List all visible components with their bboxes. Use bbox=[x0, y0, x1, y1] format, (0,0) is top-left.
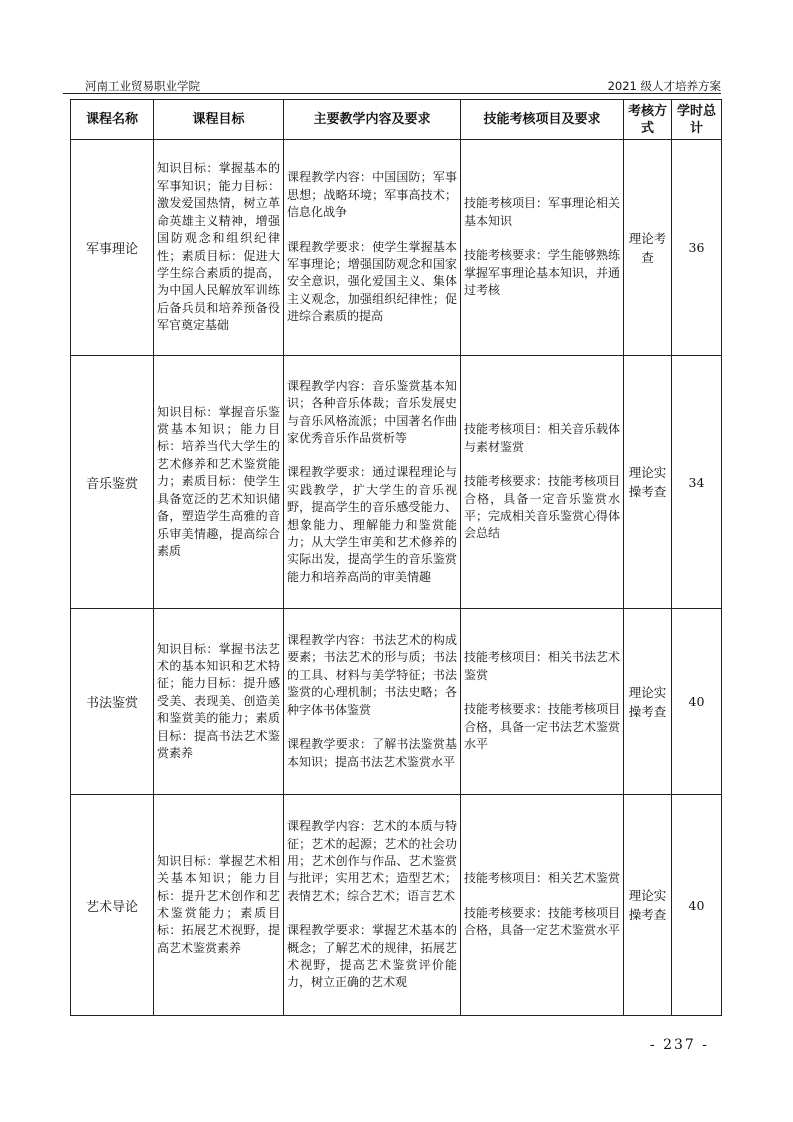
teaching-content bbox=[284, 140, 461, 356]
skill-item: 技能考核项目：军事理论相关基本知识 bbox=[464, 196, 621, 228]
content-requirement: 课程教学要求：掌握艺术基本的概念；了解艺术的规律，拓展艺术视野，提高艺术鉴赏评价能力，树立正确的艺术观 bbox=[287, 923, 457, 990]
header-skill-assessment: 技能考核项目及要求 bbox=[461, 100, 624, 140]
assessment-method: 理论实操考查 bbox=[624, 609, 672, 795]
course-goal: 知识目标：掌握基本的军事知识；能力目标：激发爱国热情，树立革命英雄主义精神，增强国防观念和组织纪律性；素质目标：促进大学生综合素质的提高，为中国人民解放军训练后备兵员和培养预备役军官奠定基础 bbox=[154, 140, 284, 356]
table-header-row bbox=[71, 100, 722, 140]
course-table bbox=[70, 99, 722, 1016]
assessment-method: 理论实操考查 bbox=[624, 356, 672, 609]
course-name: 音乐鉴赏 bbox=[71, 356, 154, 609]
teaching-content bbox=[284, 795, 461, 1016]
teaching-content bbox=[284, 356, 461, 609]
assessment-method: 理论实操考查 bbox=[624, 795, 672, 1016]
total-hours: 40 bbox=[672, 795, 722, 1016]
table-row bbox=[71, 140, 722, 356]
course-goal: 知识目标：掌握音乐鉴赏基本知识；能力目标：培养当代大学生的艺术修养和艺术鉴赏能力；素质目标：使学生具备宽泛的艺术知识储备，塑造学生高雅的音乐审美情趣，提高综合素质 bbox=[154, 356, 284, 609]
course-goal: 知识目标：掌握书法艺术的基本知识和艺术特征；能力目标：提升感受美、表现美、创造美和鉴赏美的能力；素质目标：提高书法艺术鉴赏素养 bbox=[154, 609, 284, 795]
header-course-goal: 课程目标 bbox=[154, 100, 284, 140]
table-row bbox=[71, 609, 722, 795]
school-name: 河南工业贸易职业学院 bbox=[85, 79, 200, 93]
header-divider bbox=[63, 93, 721, 94]
skill-assessment bbox=[461, 795, 624, 1016]
content-intro: 课程教学内容：中国国防；军事思想；战略环境；军事高技术；信息化战争 bbox=[287, 170, 457, 220]
table-row bbox=[71, 356, 722, 609]
content-requirement: 课程教学要求：使学生掌握基本军事理论；增强国防观念和国家安全意识，强化爱国主义、集体主义观念，加强组织纪律性；促进综合素质的提高 bbox=[287, 239, 457, 324]
skill-requirement: 技能考核要求：技能考核项目合格，具备一定音乐鉴赏水平；完成相关音乐鉴赏心得体会总结 bbox=[464, 474, 621, 541]
content-intro: 课程教学内容：书法艺术的构成要素；书法艺术的形与质；书法的工具、材料与美学特征；书法鉴赏的心理机制；书法史略；各种字体书体鉴赏 bbox=[287, 633, 457, 717]
skill-item: 技能考核项目：相关书法艺术鉴赏 bbox=[464, 650, 621, 682]
course-name: 书法鉴赏 bbox=[71, 609, 154, 795]
content-intro: 课程教学内容：音乐鉴赏基本知识；各种音乐体裁；音乐发展史与音乐风格流派；中国著名作曲家优秀音乐作品赏析等 bbox=[287, 378, 457, 445]
table-row bbox=[71, 795, 722, 1016]
course-goal: 知识目标：掌握艺术相关基本知识；能力目标：提升艺术创作和艺术鉴赏能力；素质目标：拓展艺术视野，提高艺术鉴赏素养 bbox=[154, 795, 284, 1016]
content-requirement: 课程教学要求：了解书法鉴赏基本知识；提高书法艺术鉴赏水平 bbox=[287, 737, 457, 769]
header-teaching-content: 主要教学内容及要求 bbox=[284, 100, 461, 140]
skill-requirement: 技能考核要求：学生能够熟练掌握军事理论基本知识，并通过考核 bbox=[464, 248, 621, 298]
total-hours: 36 bbox=[672, 140, 722, 356]
skill-requirement: 技能考核要求：技能考核项目合格，具备一定书法艺术鉴赏水平 bbox=[464, 702, 621, 752]
page-number: - 237 - bbox=[649, 1037, 709, 1053]
header-course-name: 课程名称 bbox=[71, 100, 154, 140]
skill-item: 技能考核项目：相关音乐载体与素材鉴赏 bbox=[464, 422, 621, 454]
assessment-method: 理论考查 bbox=[624, 140, 672, 356]
total-hours: 34 bbox=[672, 356, 722, 609]
content-requirement: 课程教学要求：通过课程理论与实践教学，扩大学生的音乐视野，提高学生的音乐感受能力、想象能力、理解能力和鉴赏能力；从大学生审美和艺术修养的实际出发，提高学生的音乐鉴赏能力和培养高尚的审美情趣 bbox=[287, 465, 457, 584]
course-name: 军事理论 bbox=[71, 140, 154, 356]
content-intro: 课程教学内容：艺术的本质与特征；艺术的起源；艺术的社会功用；艺术创作与作品、艺术鉴赏与批评；实用艺术；造型艺术；表情艺术；综合艺术；语言艺术 bbox=[287, 819, 457, 903]
header-assessment-method: 考核方式 bbox=[624, 100, 672, 140]
skill-requirement: 技能考核要求：技能考核项目合格，具备一定艺术鉴赏水平 bbox=[464, 905, 621, 938]
plan-title: 2021 级人才培养方案 bbox=[607, 79, 721, 93]
page-header bbox=[63, 70, 721, 92]
skill-assessment bbox=[461, 609, 624, 795]
header-total-hours: 学时总计 bbox=[672, 100, 722, 140]
skill-item: 技能考核项目：相关艺术鉴赏 bbox=[464, 871, 621, 886]
teaching-content bbox=[284, 609, 461, 795]
course-name: 艺术导论 bbox=[71, 795, 154, 1016]
skill-assessment bbox=[461, 356, 624, 609]
total-hours: 40 bbox=[672, 609, 722, 795]
skill-assessment bbox=[461, 140, 624, 356]
